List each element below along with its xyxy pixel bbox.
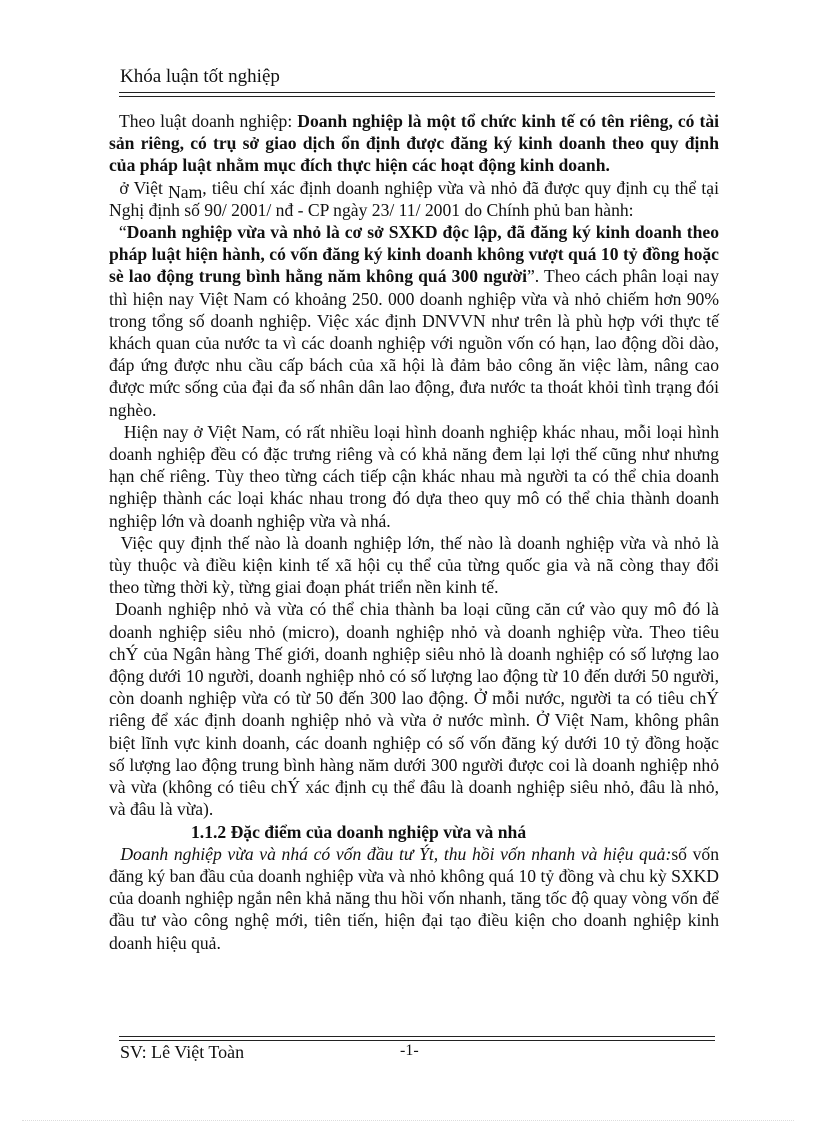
footer-student: SV: Lê Việt Toàn <box>120 1042 245 1062</box>
footer-rule-top <box>119 1036 715 1037</box>
document-body <box>109 110 719 954</box>
paragraph-types <box>109 421 719 532</box>
p5-text: Việc quy định thế nào là doanh nghiệp lớn, thế nào là doanh nghiệp vừa và nhỏ là tùy thuộc và điều kiện kinh tế xã hội cụ thể của từng quốc gia và nã còng thay đổi theo từng thời kỳ, từng giai đoạn phát triển nền kinh tế. <box>109 532 719 598</box>
paragraph-characteristics <box>109 843 719 954</box>
p7-text: số vốn đăng ký ban đầu của doanh nghiệp vừa và nhỏ không quá 10 tỷ đồng và chu kỳ SXKD của doanh nghiệp ngắn nên khả năng thu hồi vốn nhanh, tăng tốc độ quay vòng vốn để đầu tư vào công nghệ mới, tiên tiến, hiện đại tạo điều kiện cho doanh nghiệp kinh doanh hiệu quả. <box>109 843 720 953</box>
paragraph-criteria <box>109 177 719 221</box>
footer-rule-bottom <box>119 1040 715 1041</box>
header-title: Khóa luận tốt nghiệp <box>120 66 280 87</box>
p2-rest: , tiêu chí xác định doanh nghiệp vừa và nhỏ đã được quy định cụ thể tại Nghị định số 90/ 2001/ nđ - CP ngày 23/ 11/ 2001 do Chính phủ ban hành: <box>109 177 719 220</box>
header-rule-bottom <box>119 96 715 97</box>
p4-text: Hiện nay ở Việt Nam, có rất nhiều loại hình doanh nghiệp khác nhau, mỗi loại hình doanh nghiệp đều có đặc trưng riêng và có khả năng đem lại lợi thế cũng như nhưng hạn chế riêng. Tùy theo từng cách tiếp cận khác nhau mà người ta có thể chia doanh nghiệp thành các loại khác nhau trong đó dựa theo quy mô có thể chia thành doanh nghiệp lớn và doanh nghiệp vừa và nhá. <box>109 421 719 531</box>
p6-text: Doanh nghiệp nhỏ và vừa có thể chia thành ba loại cũng căn cứ vào quy mô đó là doanh nghiệp siêu nhỏ (micro), doanh nghiệp nhỏ và doanh nghiệp vừa. Theo tiêu chÝ của Ngân hàng Thế giới, doanh nghiệp siêu nhỏ là doanh nghiệp có số lượng lao động dưới 10 người, doanh nghiệp nhỏ có số lượng lao động từ 10 đến dưới 50 người, còn doanh nghiệp vừa có từ 50 đến 300 lao động. Ở mỗi nước, người ta có tiêu chÝ riêng để xác định doanh nghiệp nhỏ và vừa ở nước mình. Ở Việt Nam, không phân biệt lĩnh vực kinh doanh, các doanh nghiệp có số vốn đăng ký dưới 10 tỷ đồng hoặc số lượng lao động trung bình hàng năm dưới 300 người được coi là doanh nghiệp nhỏ và vừa (không có tiêu chÝ xác định cụ thể đâu là doanh nghiệp siêu nhỏ, đâu là nhỏ, và đâu là vừa). <box>109 599 719 820</box>
p7-italic: Doanh nghiệp vừa và nhá có vốn đầu tư Ýt, thu hồi vốn nhanh và hiệu quả: <box>120 843 672 864</box>
page-bottom-edge <box>22 1120 794 1121</box>
p2-nam: Nam <box>168 181 203 202</box>
paragraph-quote <box>109 221 719 421</box>
p3-quote: Doanh nghiệp vừa và nhỏ là cơ sở SXKD độc lập, đã đăng ký kinh doanh theo pháp luật hiện hành, có vốn đăng ký kinh doanh không vượt quá 10 tỷ đồng hoặc sè lao động trung bình hằng năm không quá 300 người <box>109 222 720 287</box>
paragraph-classification <box>109 598 719 820</box>
section-heading: 1.1.2 Đặc điểm của doanh nghiệp vừa và nhá <box>191 821 527 842</box>
paragraph-regulation <box>109 532 719 599</box>
p1-definition: Doanh nghiệp là một tổ chức kinh tế có tên riêng, có tài sản riêng, có trụ sở giao dịch ổn định được đăng ký kinh doanh theo quy định của pháp luật nhằm mục đích thực hiện các hoạt động kinh doanh. <box>109 111 720 176</box>
p3-open-quote: “ <box>118 222 127 243</box>
p3-rest: ”. Theo cách phân loại nay thì hiện nay Việt Nam có khoảng 250. 000 doanh nghiệp vừa và nhỏ chiếm hơn 90% trong tổng số doanh nghiệp. Việc xác định DNVVN như trên là phù hợp với thực tế khách quan của nước ta vì các doanh nghiệp với nguồn vốn có hạn, lao động dồi dào, đáp ứng được nhu cầu cấp bách của xã hội là đảm bảo công ăn việc làm, nâng cao được mức sống của đại đa số nhân dân lao động, đưa nước ta thoát khỏi tình trạng đói nghèo. <box>109 266 719 420</box>
header-rule-top <box>119 92 715 93</box>
footer-page-number: -1- <box>400 1042 419 1059</box>
p2-start: ở Việt <box>119 177 169 198</box>
paragraph-definition <box>109 110 719 177</box>
p1-intro: Theo luật doanh nghiệp: <box>118 111 298 131</box>
